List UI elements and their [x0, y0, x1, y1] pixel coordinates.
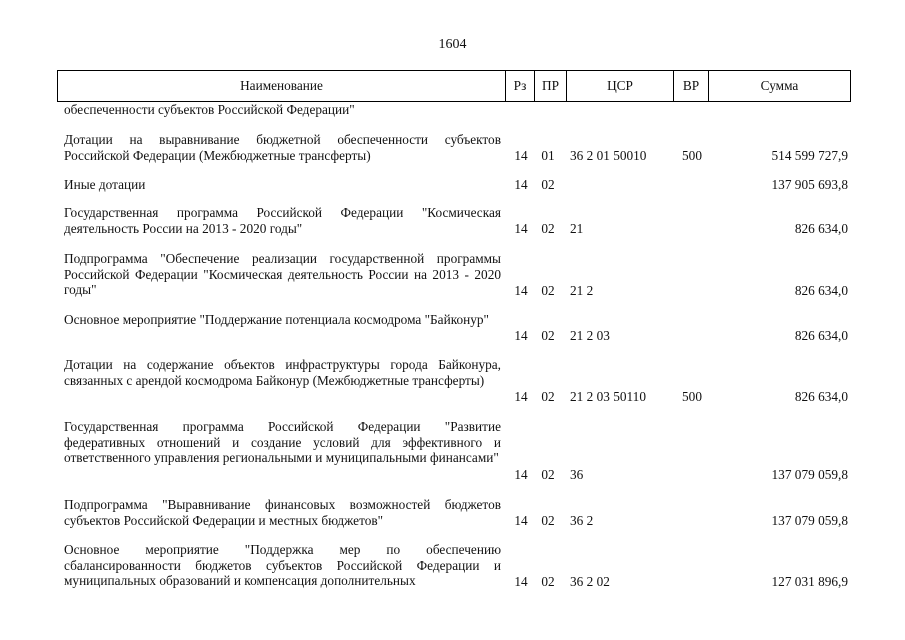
row-sum: 826 634,0: [794, 221, 848, 237]
page-number: 1604: [438, 37, 467, 52]
header-csr: ЦСР: [567, 71, 674, 101]
table-row: [0, 205, 905, 237]
row-vr: 500: [682, 148, 702, 164]
row-sum: 127 031 896,9: [771, 574, 848, 590]
row-csr: 36: [570, 467, 584, 483]
row-rz: 14: [514, 513, 528, 529]
table-row: [0, 312, 905, 344]
row-pr: 02: [541, 221, 555, 237]
row-name: Иные дотации: [64, 177, 146, 192]
table-row: [0, 132, 905, 164]
row-sum: 826 634,0: [794, 283, 848, 299]
header-vr: ВР: [674, 71, 709, 101]
row-sum: 137 079 059,8: [771, 513, 848, 529]
row-rz: 14: [514, 148, 528, 164]
row-name: Подпрограмма "Обеспечение реализации государственной программы Российской Федерации "Космическая деятельность России на 2013 - 2020 годы": [64, 251, 501, 298]
table-row: [0, 177, 905, 193]
row-rz: 14: [514, 221, 528, 237]
table-row: [0, 251, 905, 299]
table-row: [0, 357, 905, 405]
row-pr: 02: [541, 283, 555, 299]
row-csr: 21 2 03: [570, 328, 610, 344]
row-name: Дотации на выравнивание бюджетной обеспеченности субъектов Российской Федерации (Межбюджетные трансферты): [64, 132, 501, 163]
row-csr: 36 2 01 50010: [570, 148, 647, 164]
row-name: Дотации на содержание объектов инфраструктуры города Байконура, связанных с арендой космодрома Байконур (Межбюджетные трансферты): [64, 357, 501, 388]
row-csr: 36 2: [570, 513, 594, 529]
row-name: Государственная программа Российской Федерации "Развитие федеративных отношений и создание условий для эффективного и ответственного управления региональными и муниципальными финансами": [64, 419, 501, 466]
table-row: [0, 419, 905, 483]
row-name: Основное мероприятие "Поддержка мер по обеспечению сбалансированности бюджетов субъектов Российской Федерации и муниципальных образований и компенсация дополнительных: [64, 542, 501, 589]
header-name: Наименование: [58, 71, 506, 101]
row-rz: 14: [514, 389, 528, 405]
row-csr: 36 2 02: [570, 574, 610, 590]
row-name: Государственная программа Российской Федерации "Космическая деятельность России на 2013 - 2020 годы": [64, 205, 501, 236]
row-pr: 02: [541, 328, 555, 344]
row-sum: 826 634,0: [794, 389, 848, 405]
row-name: Подпрограмма "Выравнивание финансовых возможностей бюджетов субъектов Российской Федерации и местных бюджетов": [64, 497, 501, 528]
row-sum: 137 079 059,8: [771, 467, 848, 483]
table-header: [57, 70, 851, 102]
header-pr: ПР: [535, 71, 567, 101]
row-sum: 137 905 693,8: [771, 177, 848, 193]
row-pr: 02: [541, 574, 555, 590]
row-pr: 02: [541, 389, 555, 405]
row-vr: 500: [682, 389, 702, 405]
header-sum: Сумма: [760, 78, 799, 93]
row-csr: 21 2: [570, 283, 594, 299]
row-name: обеспеченности субъектов Российской Федерации": [64, 102, 355, 117]
table-row: [0, 542, 905, 590]
header-rz: Рз: [506, 71, 535, 101]
row-sum: 826 634,0: [794, 328, 848, 344]
row-csr: 21 2 03 50110: [570, 389, 646, 405]
row-rz: 14: [514, 283, 528, 299]
row-pr: 02: [541, 467, 555, 483]
row-csr: 21: [570, 221, 584, 237]
row-sum: 514 599 727,9: [771, 148, 848, 164]
row-rz: 14: [514, 574, 528, 590]
row-rz: 14: [514, 467, 528, 483]
row-name: Основное мероприятие "Поддержание потенциала космодрома "Байконур": [64, 312, 489, 327]
row-pr: 02: [541, 177, 555, 193]
table-row: [0, 497, 905, 529]
row-rz: 14: [514, 328, 528, 344]
row-pr: 01: [541, 148, 555, 164]
table-row: [0, 102, 905, 118]
row-pr: 02: [541, 513, 555, 529]
row-rz: 14: [514, 177, 528, 193]
